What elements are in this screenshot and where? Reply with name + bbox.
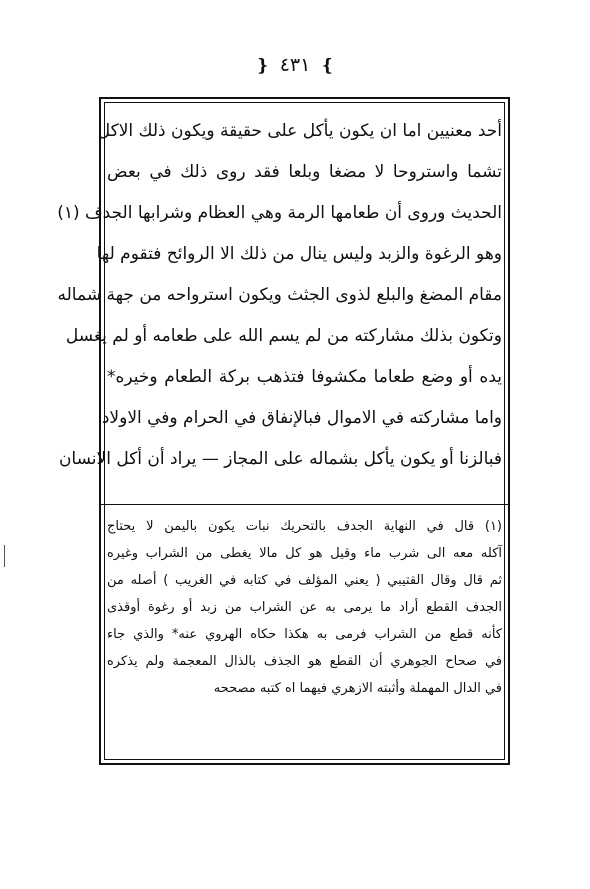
footnote-line: ثم قال وقال القتيبي ( يعني المؤلف في كتابه في الغريب ) أصله من: [107, 573, 502, 588]
ornament-right: ❵: [320, 56, 335, 76]
footnote-line: آكله معه الى شرب ماء وقيل هو كل مالا يغطى من الشراب وغيره: [107, 546, 502, 561]
ornament-left: ❴: [255, 56, 270, 76]
page-number: [0, 54, 590, 76]
text-line: الحديث وروى أن طعامها الرمة وهي العظام وشرابها الجدف (١): [57, 203, 502, 223]
text-line: وهو الرغوة والزبد وليس ينال من ذلك الا الروائح فتقوم لها: [96, 244, 502, 264]
footnote-line: الجدف القطع أراد ما يرمى به عن الشراب من زبد أو رغوة أوقذى: [107, 600, 502, 615]
footnote-line: كأنه قطع من الشراب فرمى به هكذا حكاه الهروي عنه* والذي جاء: [107, 627, 502, 642]
text-line: فبالزنا أو يكون يأكل بشماله على المجاز — يراد أن أكل الانسان: [58, 449, 502, 469]
text-line: تشما واستروحا لا مضغا وبلعا فقد روى ذلك في بعض: [107, 162, 502, 182]
text-line: مقام المضغ والبلع لذوى الجثث ويكون استرواحه من جهة شماله: [57, 285, 502, 305]
page-number-value: ٤٣١: [279, 54, 311, 76]
footnotes: [107, 513, 502, 702]
main-text: [57, 111, 502, 480]
footnote-line: (١) قال في النهاية الجدف بالتحريك نبات يكون باليمن لا يحتاج: [107, 519, 502, 534]
text-line: وتكون بذلك مشاركته من لم يسم الله على طعامه أو لم يغسل: [65, 326, 502, 346]
text-line: يده أو وضع طعاما مكشوفا فتذهب بركة الطعام وخيره*: [107, 367, 502, 387]
footnote-line: في صحاح الجوهري أن القطع هو الجذف بالذال المعجمة ولم يذكره: [107, 654, 502, 669]
text-line: واما مشاركته في الاموال فبالإنفاق في الحرام وفي الاولاد: [101, 408, 502, 428]
footnote-divider: [101, 504, 508, 505]
text-line: أحد معنيين اما ان يكون يأكل على حقيقة ويكون ذلك الاكل: [97, 121, 502, 141]
page-frame: [57, 97, 510, 765]
margin-mark: [4, 545, 5, 567]
footnote-line: في الدال المهملة وأثبته الازهري فيهما اه كتبه مصححه: [213, 681, 502, 696]
